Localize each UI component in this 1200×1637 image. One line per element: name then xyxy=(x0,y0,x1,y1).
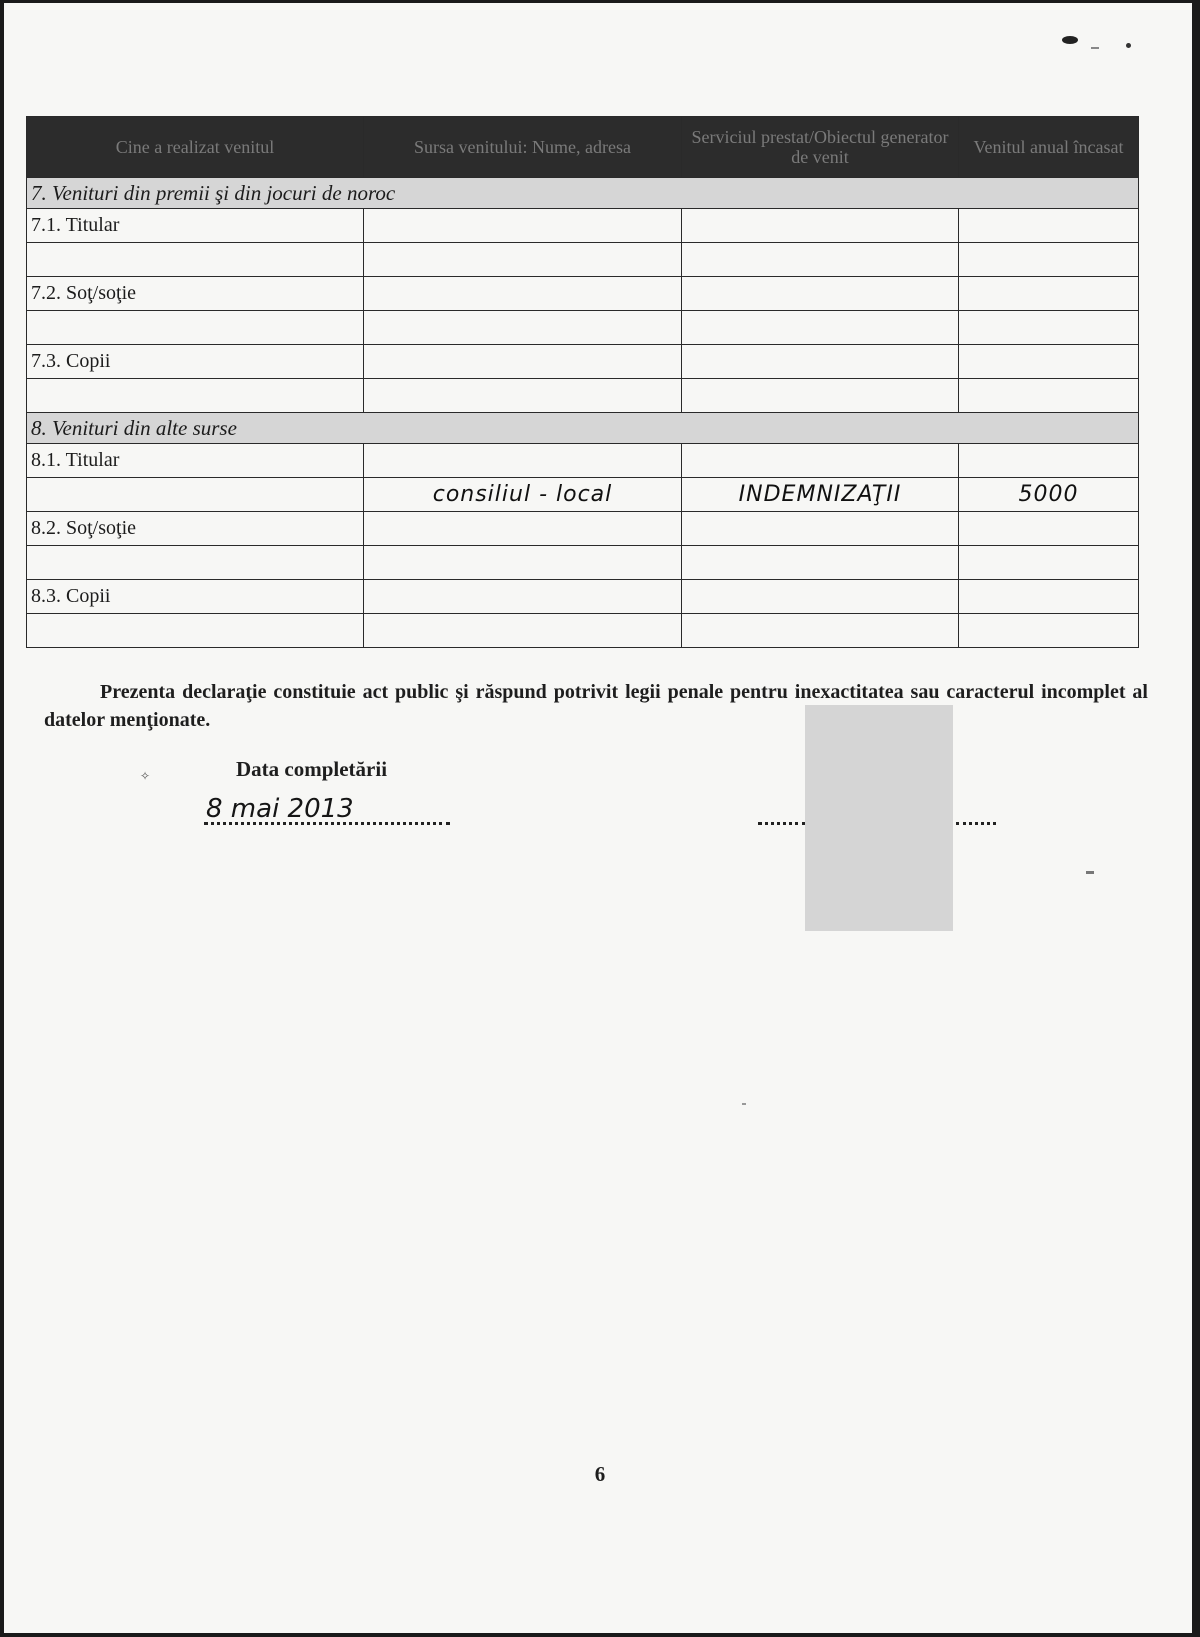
table-cell xyxy=(364,512,682,546)
table-cell xyxy=(959,277,1139,311)
page-number: 6 xyxy=(594,1462,606,1486)
table-cell xyxy=(27,614,364,648)
table-cell xyxy=(682,580,959,614)
table-cell xyxy=(27,478,364,512)
table-cell xyxy=(682,311,959,345)
table-cell xyxy=(959,209,1139,243)
table-cell xyxy=(959,546,1139,580)
table-cell xyxy=(959,379,1139,413)
column-header: Venitul anual încasat xyxy=(959,117,1139,178)
table-row xyxy=(27,512,1139,546)
table-row xyxy=(27,311,1139,345)
table-cell xyxy=(364,311,682,345)
date-label: Data completării xyxy=(236,757,388,781)
income-service-handwritten: INDEMNIZAŢII xyxy=(682,478,959,512)
table-row xyxy=(27,243,1139,277)
table-cell: 8.2. Soţ/soţie xyxy=(27,512,364,546)
signature-dotted-line xyxy=(956,812,996,825)
table-cell: 8.3. Copii xyxy=(27,580,364,614)
table-cell xyxy=(27,546,364,580)
section-title-other-sources: 8. Venituri din alte surse xyxy=(27,413,1139,444)
table-cell xyxy=(364,345,682,379)
declaration-statement: Prezenta declaraţie constituie act public şi răspund potrivit legii penale pentru inexactitatea sau caracterul incomplet al datelor menţionate. xyxy=(44,681,1148,731)
table-cell xyxy=(682,444,959,478)
column-header: Serviciul prestat/Obiectul generator de venit xyxy=(682,117,959,178)
table-cell xyxy=(682,277,959,311)
table-row xyxy=(27,379,1139,413)
table-cell xyxy=(364,209,682,243)
table-cell xyxy=(959,614,1139,648)
income-source-handwritten: consiliul - local xyxy=(364,478,682,512)
signature-redaction xyxy=(805,705,953,931)
scan-speck xyxy=(742,1103,746,1105)
table-row xyxy=(27,614,1139,648)
table-cell xyxy=(959,311,1139,345)
table-cell xyxy=(682,379,959,413)
table-cell: 7.3. Copii xyxy=(27,345,364,379)
table-cell xyxy=(959,444,1139,478)
scan-speck xyxy=(1126,43,1131,48)
table-cell: 7.2. Soţ/soţie xyxy=(27,277,364,311)
table-cell xyxy=(682,512,959,546)
income-table xyxy=(26,116,1139,648)
income-amount-handwritten: 5000 xyxy=(959,478,1139,512)
table-cell xyxy=(364,580,682,614)
table-cell xyxy=(364,546,682,580)
section-row xyxy=(27,413,1139,444)
scan-speck xyxy=(1091,47,1099,49)
table-row xyxy=(27,277,1139,311)
column-header: Sursa venitului: Nume, adresa xyxy=(364,117,682,178)
table-row xyxy=(27,580,1139,614)
table-cell xyxy=(27,243,364,277)
date-value-handwritten: 8 mai 2013 xyxy=(206,794,354,824)
section-title-prizes: 7. Venituri din premii şi din jocuri de noroc xyxy=(27,178,1139,209)
column-header: Cine a realizat venitul xyxy=(27,117,364,178)
table-cell xyxy=(682,546,959,580)
table-row xyxy=(27,209,1139,243)
signature-dotted-line xyxy=(758,812,806,825)
table-cell xyxy=(682,345,959,379)
table-cell xyxy=(959,345,1139,379)
table-row xyxy=(27,546,1139,580)
section-row xyxy=(27,178,1139,209)
table-row xyxy=(27,478,1139,512)
table-cell xyxy=(364,614,682,648)
scan-speck xyxy=(1086,871,1094,874)
date-dotted-line xyxy=(204,812,450,825)
table-header-row xyxy=(27,117,1139,178)
table-cell xyxy=(682,614,959,648)
table-cell xyxy=(959,580,1139,614)
scan-speck xyxy=(1062,36,1078,44)
table-cell xyxy=(959,512,1139,546)
table-cell xyxy=(682,209,959,243)
table-row xyxy=(27,345,1139,379)
table-cell xyxy=(27,379,364,413)
table-cell: 7.1. Titular xyxy=(27,209,364,243)
table-row xyxy=(27,444,1139,478)
table-cell xyxy=(682,243,959,277)
table-cell xyxy=(364,379,682,413)
table-cell xyxy=(364,277,682,311)
scan-mark-icon: ✧ xyxy=(140,769,151,783)
table-cell xyxy=(364,444,682,478)
table-cell: 8.1. Titular xyxy=(27,444,364,478)
table-cell xyxy=(959,243,1139,277)
table-cell xyxy=(364,243,682,277)
table-cell xyxy=(27,311,364,345)
